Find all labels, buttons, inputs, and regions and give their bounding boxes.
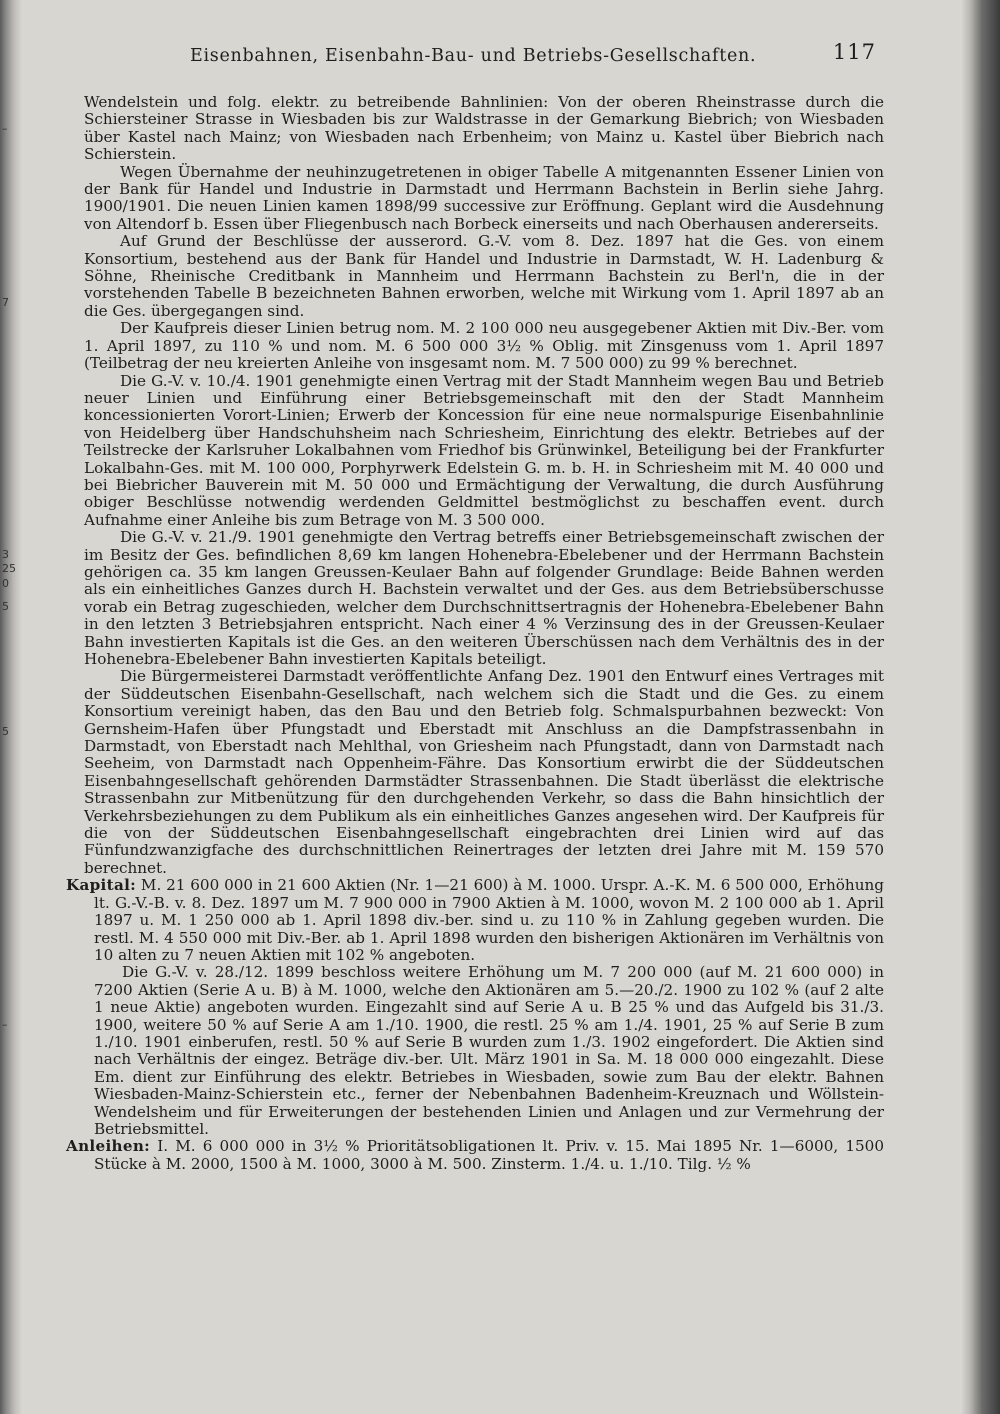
paragraph: Der Kaufpreis dieser Linien betrug nom. M. 2 100 000 neu ausgegebener Aktien mit Div.-Ber. vom 1. April 1897, zu 110 % und nom. M. 6 500 000 3½ % Oblig. mit Zinsgenuss vom 1. April 1897 (Teilbetrag der neu kreierten Anleihe von insgesamt nom. M. 7 500 000) zu 99 % berechnet. xyxy=(84,319,884,373)
kapital-text: M. 21 600 000 in 21 600 Aktien (Nr. 1—21 600) à M. 1000. Urspr. A.-K. M. 6 500 000, Erhöhung lt. G.-V.-B. v. 8. Dez. 1897 um M. 7 900 000 in 7900 Aktien à M. 1000, wovon M. 2 100 000 ab 1. April 1897 u. M. 1 250 000 ab 1. April 1898 div.-ber. sind u. zu 110 % in Zahlung gegeben wurden. Die restl. M. 4 550 000 mit Div.-Ber. ab 1. April 1898 wurden den bisherigen Aktionären im Verhältnis von 10 alten zu 7 neuen Aktien mit 102 % angeboten. xyxy=(94,876,884,964)
margin-marks xyxy=(0,0,16,1414)
margin-mark: 5 xyxy=(2,600,9,613)
paragraph: Die G.-V. v. 10./4. 1901 genehmigte einen Vertrag mit der Stadt Mannheim wegen Bau und Betrieb neuer Linien und Einführung einer Betriebsgemeinschaft mit den der Stadt Mannheim koncessionierten Vorort-Linien; Erwerb der Koncession für eine neue normalspurige Eisenbahnlinie von Heidelberg über Handschuhsheim nach Schriesheim, Einrichtung des elektr. Betriebes auf der Teilstrecke der Karlsruher Lokalbahnen vom Friedhof bis Grünwinkel, Beteiligung bei der Frankfurter Lokalbahn-Ges. mit M. 100 000, Porphyrwerk Edelstein G. m. b. H. in Schriesheim mit M. 40 000 und bei Biebricher Bauverein mit M. 50 000 und Ermächtigung der Verwaltung, die durch Ausführung obiger Beschlüsse notwendig werdenden Geldmittel bestmöglichst zu beschaffen event. durch Aufnahme einer Anleihe bis zum Betrage von M. 3 500 000. xyxy=(84,371,884,529)
paragraph: Auf Grund der Beschlüsse der ausserord. G.-V. vom 8. Dez. 1897 hat die Ges. von einem Konsortium, bestehend aus der Bank für Handel und Industrie in Darmstadt, W. H. Ladenburg & Söhne, Rheinische Creditbank in Mannheim und Herrmann Bachstein zu Berl'n, die in der vorstehenden Tabelle B bezeichneten Bahnen erworben, welche mit Wirkung vom 1. April 1897 ab an die Ges. übergegangen sind. xyxy=(84,232,884,320)
page-number: 117 xyxy=(832,40,876,64)
kapital-section xyxy=(66,877,884,964)
kapital-continuation: Die G.-V. v. 28./12. 1899 beschloss weitere Erhöhung um M. 7 200 000 (auf M. 21 600 000) in 7200 Aktien (Serie A u. B) à M. 1000, welche den Aktionären am 5.—20./2. 1900 zu 102 % (auf 2 alte 1 neue Aktie) angeboten wurden. Eingezahlt sind auf Serie A u. B 25 % und das Aufgeld bis 31./3. 1900, weitere 50 % auf Serie A am 1./10. 1900, die restl. 25 % am 1./4. 1901, 25 % auf Serie B zum 1./10. 1901 einberufen, restl. 50 % auf Serie B wurden zum 1./3. 1902 eingefordert. Die Aktien sind nach Verhältnis der eingez. Beträge div.-ber. Ult. März 1901 in Sa. M. 18 000 000 eingezahlt. Diese Em. dient zur Einführung des elektr. Betriebes in Wiesbaden, sowie zum Bau der elektr. Bahnen Wiesbaden-Mainz-Schierstein etc., ferner der Nebenbahnen Badenheim-Kreuznach und Wöllstein-Wendelsheim und für Erweiterungen der bestehenden Linien und Anlagen und zur Vermehrung der Betriebsmittel. xyxy=(94,963,884,1138)
margin-mark: 5 xyxy=(2,725,9,738)
anleihen-label: Anleihen: xyxy=(66,1137,151,1156)
margin-mark: 7 xyxy=(2,296,9,309)
running-title: Eisenbahnen, Eisenbahn-Bau- und Betriebs-Gesellschaften. xyxy=(190,46,757,66)
margin-mark: – xyxy=(2,1018,8,1031)
anleihen-text: I. M. 6 000 000 in 3½ % Prioritätsobligationen lt. Priv. v. 15. Mai 1895 Nr. 1—6000, 1500 Stücke à M. 2000, 1500 à M. 1000, 3000 à M. 500. Zinsterm. 1./4. u. 1./10. Tilg. ½ % xyxy=(94,1137,884,1173)
paragraph: Wegen Übernahme der neuhinzugetretenen in obiger Tabelle A mitgenannten Essener Linien von der Bank für Handel und Industrie in Darmstadt und Herrmann Bachstein in Berlin siehe Jahrg. 1900/1901. Die neuen Linien kamen 1898/99 successive zur Eröffnung. Geplant wird die Ausdehnung von Altendorf b. Essen über Fliegenbusch nach Borbeck einerseits und nach Oberhausen andererseits. xyxy=(84,162,884,233)
kapital-label: Kapital: xyxy=(66,876,137,895)
paragraph: Die Bürgermeisterei Darmstadt veröffentlichte Anfang Dez. 1901 den Entwurf eines Vertrages mit der Süddeutschen Eisenbahn-Gesellschaft, nach welchem sich die Stadt und die Ges. zu einem Konsortium vereinigt haben, das den Bau und den Betrieb folg. Schmalspurbahnen bezweckt: Von Gernsheim-Hafen über Pfungstadt und Eberstadt mit Anschluss an die Dampfstrassenbahn in Darmstadt, von Eberstadt nach Mehlthal, von Griesheim nach Pfungstadt, dann von Darmstadt nach Seeheim, von Darmstadt nach Oppenheim-Fähre. Das Konsortium erwirbt die der Süddeutschen Eisenbahngesellschaft gehörenden Darmstädter Strassenbahnen. Die Stadt überlässt die elektrische Strassenbahn zur Mitbenützung für den durchgehenden Verkehr, so dass die Bahn hinsichtlich der Verkehrsbeziehungen zu dem Publikum als ein einheitliches Ganzes angesehen wird. Der Kaufpreis für die von der Süddeutschen Eisenbahngesellschaft eingebrachten drei Linien wird auf das Fünfundzwanzigfache des durchschnittlichen Reinertrages der letzten drei Jahre mit M. 159 570 berechnet. xyxy=(84,667,884,877)
page-header xyxy=(66,38,884,68)
margin-mark: 25 xyxy=(2,562,16,575)
body-text xyxy=(66,94,884,1173)
margin-mark: – xyxy=(2,122,8,135)
document-page xyxy=(66,38,884,1173)
paragraph: Wendelstein und folg. elektr. zu betreibende Bahnlinien: Von der oberen Rheinstrasse durch die Schiersteiner Strasse in Wiesbaden bis zur Waldstrasse in der Gemarkung Biebrich; von Wiesbaden über Kastel nach Mainz; von Wiesbaden nach Erbenheim; von Mainz u. Kastel über Biebrich nach Schierstein. xyxy=(84,93,884,164)
anleihen-section xyxy=(66,1138,884,1173)
margin-mark: 3 xyxy=(2,548,9,561)
scan-edge-right xyxy=(960,0,1000,1414)
margin-mark: 0 xyxy=(2,577,9,590)
paragraph: Die G.-V. v. 21./9. 1901 genehmigte den Vertrag betreffs einer Betriebsgemeinschaft zwischen der im Besitz der Ges. befindlichen 8,69 km langen Hohenebra-Ebelebener und der Herrmann Bachstein gehörigen ca. 35 km langen Greussen-Keulaer Bahn auf folgender Grundlage: Beide Bahnen werden als ein einheitliches Ganzes durch H. Bachstein verwaltet und der Ges. aus dem Betriebsüberschusse vorab ein Betrag zugeschieden, welcher dem Durchschnittsertragnis der Hohenebra-Ebelebener Bahn in den letzten 3 Betriebsjahren entspricht. Nach einer 4 % Verzinsung des in der Greussen-Keulaer Bahn investierten Kapitals ist die Ges. an den weiteren Überschüssen nach dem Verhältnis des in der Hohenebra-Ebelebener Bahn investierten Kapitals beteiligt. xyxy=(84,528,884,668)
